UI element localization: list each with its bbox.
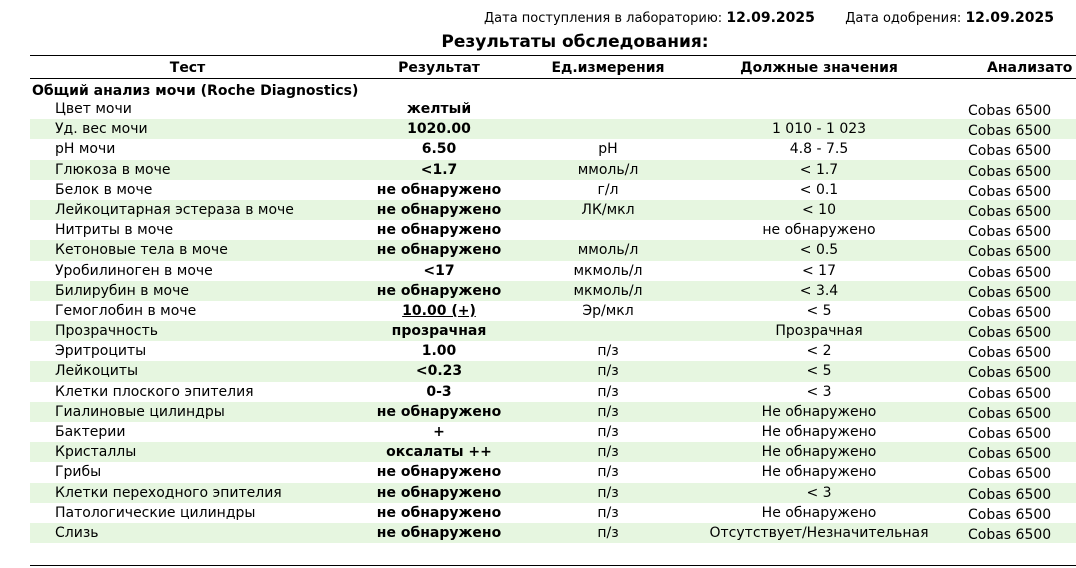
test-name-cell: Грибы <box>55 464 102 481</box>
table-header-rule <box>30 78 1076 79</box>
column-header-unit: Ед.измерения <box>551 60 665 76</box>
result-cell: 10.00 (+) <box>402 302 476 319</box>
result-cell: 1020.00 <box>407 121 471 138</box>
unit-cell: п/з <box>597 343 619 360</box>
unit-cell: п/з <box>597 464 619 481</box>
result-cell: не обнаружено <box>376 524 502 541</box>
reference-cell: Отсутствует/Незначительная <box>709 524 929 541</box>
unit-cell: п/з <box>597 363 619 380</box>
column-header-reference: Должные значения <box>740 60 898 76</box>
analyzer-cell: Cobas 6500 <box>968 506 1052 523</box>
test-name-cell: Гиалиновые цилиндры <box>55 403 225 420</box>
table-row <box>30 240 1076 260</box>
reference-cell: < 3.4 <box>799 282 839 299</box>
result-cell: не обнаружено <box>376 403 502 420</box>
result-cell: не обнаружено <box>376 222 502 239</box>
analyzer-cell: Cobas 6500 <box>968 526 1052 543</box>
test-name-cell: Лейкоциты <box>55 363 139 380</box>
test-name-cell: Кетоновые тела в моче <box>55 242 228 259</box>
result-cell: <1.7 <box>420 161 458 178</box>
report-dates <box>484 9 1054 28</box>
reference-cell: Не обнаружено <box>761 444 877 461</box>
test-name-cell: Слизь <box>55 524 99 541</box>
analyzer-cell: Cobas 6500 <box>968 446 1052 463</box>
analyzer-cell: Cobas 6500 <box>968 123 1052 140</box>
unit-cell: ЛК/мкл <box>581 201 635 218</box>
analyzer-cell: Cobas 6500 <box>968 103 1052 119</box>
table-row <box>30 382 1076 402</box>
unit-cell: п/з <box>597 524 619 541</box>
test-name-cell: Клетки переходного эпителия <box>55 484 282 501</box>
reference-cell: < 3 <box>806 484 832 501</box>
unit-cell: pH <box>598 141 618 158</box>
analyzer-cell: Cobas 6500 <box>968 183 1052 200</box>
analyzer-cell: Cobas 6500 <box>968 224 1052 241</box>
column-header-test: Тест <box>169 60 206 76</box>
result-cell: + <box>433 424 445 440</box>
test-name-cell: Нитриты в моче <box>55 222 174 239</box>
table-row <box>30 503 1076 523</box>
approved-date-label: Дата одобрения: <box>845 11 962 26</box>
result-cell: прозрачная <box>391 323 487 340</box>
analyzer-cell: Cobas 6500 <box>968 304 1052 321</box>
analyzer-cell: Cobas 6500 <box>968 325 1052 342</box>
analyzer-cell: Cobas 6500 <box>968 426 1052 442</box>
unit-cell: Эр/мкл <box>582 302 634 319</box>
table-row <box>30 180 1076 200</box>
analyzer-cell: Cobas 6500 <box>968 284 1052 301</box>
unit-cell: г/л <box>597 181 619 198</box>
unit-cell: п/з <box>597 424 619 440</box>
table-row <box>30 200 1076 220</box>
test-name-cell: Кристаллы <box>55 444 137 461</box>
result-cell: не обнаружено <box>376 484 502 501</box>
table-row <box>30 220 1076 240</box>
reference-cell: Прозрачная <box>775 323 863 340</box>
reference-cell: < 0.5 <box>799 242 839 259</box>
reference-cell: < 5 <box>806 363 832 380</box>
analyzer-cell: Cobas 6500 <box>968 486 1052 503</box>
analyzer-cell: Cobas 6500 <box>968 163 1052 180</box>
test-name-cell: Прозрачность <box>55 323 158 340</box>
reference-cell: < 1.7 <box>799 161 839 178</box>
table-row <box>30 321 1076 341</box>
received-date-label: Дата поступления в лабораторию: <box>484 11 723 26</box>
result-cell: не обнаружено <box>376 504 502 521</box>
table-row <box>30 523 1076 543</box>
result-cell: <0.23 <box>415 363 463 380</box>
table-row <box>30 422 1076 442</box>
test-name-cell: Эритроциты <box>55 343 147 360</box>
table-row <box>30 139 1076 159</box>
result-cell: не обнаружено <box>376 242 502 259</box>
unit-cell: п/з <box>597 504 619 521</box>
test-name-cell: Гемоглобин в моче <box>55 302 197 319</box>
result-cell: 0-3 <box>426 383 452 400</box>
table-bottom-rule <box>30 565 1076 566</box>
unit-cell: п/з <box>597 383 619 400</box>
test-name-cell: pH мочи <box>55 141 116 158</box>
analyzer-cell: Cobas 6500 <box>968 203 1052 220</box>
column-header-analyzer: Анализато <box>987 60 1073 76</box>
unit-cell: п/з <box>597 403 619 420</box>
reference-cell: < 5 <box>806 302 832 319</box>
table-row <box>30 341 1076 361</box>
reference-cell: < 2 <box>806 343 832 360</box>
reference-cell: < 0.1 <box>799 181 839 198</box>
group-title: Общий анализ мочи (Roche Diagnostics) <box>32 83 359 99</box>
test-name-cell: Патологические цилиндры <box>55 504 256 521</box>
test-name-cell: Цвет мочи <box>55 101 132 117</box>
test-name-cell: Уробилиноген в моче <box>55 262 213 279</box>
analyzer-cell: Cobas 6500 <box>968 466 1052 483</box>
test-name-cell: Лейкоцитарная эстераза в моче <box>55 201 294 218</box>
unit-cell: п/з <box>597 444 619 461</box>
results-table <box>30 99 1076 543</box>
table-row <box>30 361 1076 381</box>
analyzer-cell: Cobas 6500 <box>968 385 1052 402</box>
analyzer-cell: Cobas 6500 <box>968 143 1052 160</box>
reference-cell: < 17 <box>802 262 836 279</box>
table-row <box>30 402 1076 422</box>
reference-cell: < 3 <box>806 383 832 400</box>
reference-cell: Не обнаружено <box>761 504 877 521</box>
table-row <box>30 119 1076 139</box>
analyzer-cell: Cobas 6500 <box>968 405 1052 422</box>
unit-cell: мкмоль/л <box>573 282 643 299</box>
unit-cell: ммоль/л <box>577 161 639 178</box>
result-cell: не обнаружено <box>376 464 502 481</box>
result-cell: 1.00 <box>421 343 457 360</box>
analyzer-cell: Cobas 6500 <box>968 345 1052 362</box>
unit-cell: мкмоль/л <box>573 262 643 279</box>
reference-cell: < 10 <box>802 201 836 218</box>
table-row <box>30 281 1076 301</box>
result-cell: оксалаты ++ <box>386 444 492 461</box>
test-name-cell: Бактерии <box>55 424 126 440</box>
analyzer-cell: Cobas 6500 <box>968 365 1052 382</box>
result-cell: <17 <box>423 262 455 279</box>
test-name-cell: Уд. вес мочи <box>55 121 148 138</box>
unit-cell: п/з <box>597 484 619 501</box>
table-row <box>30 301 1076 321</box>
test-name-cell: Билирубин в моче <box>55 282 189 299</box>
unit-cell: ммоль/л <box>577 242 639 259</box>
table-top-rule <box>30 55 1076 56</box>
result-cell: желтый <box>406 101 472 117</box>
table-row <box>30 442 1076 462</box>
column-header-result: Результат <box>398 60 480 76</box>
analyzer-cell: Cobas 6500 <box>968 264 1052 281</box>
table-row <box>30 160 1076 180</box>
table-row <box>30 462 1076 482</box>
test-name-cell: Белок в моче <box>55 181 153 198</box>
reference-cell: Не обнаружено <box>761 464 877 481</box>
received-date: 12.09.2025 <box>726 10 815 26</box>
test-name-cell: Клетки плоского эпителия <box>55 383 254 400</box>
result-cell: не обнаружено <box>376 201 502 218</box>
reference-cell: Не обнаружено <box>761 424 877 440</box>
table-row <box>30 261 1076 281</box>
approved-date: 12.09.2025 <box>965 10 1055 26</box>
table-row <box>30 99 1076 119</box>
result-cell: не обнаружено <box>376 181 502 198</box>
result-cell: не обнаружено <box>376 282 502 299</box>
reference-cell: не обнаружено <box>762 222 876 239</box>
analyzer-cell: Cobas 6500 <box>968 244 1052 261</box>
table-row <box>30 483 1076 503</box>
reference-cell: Не обнаружено <box>761 403 877 420</box>
table-header <box>0 58 1076 78</box>
result-cell: 6.50 <box>421 141 457 158</box>
test-name-cell: Глюкоза в моче <box>55 161 171 178</box>
reference-cell: 4.8 - 7.5 <box>789 141 849 158</box>
reference-cell: 1 010 - 1 023 <box>771 121 867 138</box>
report-title: Результаты обследования: <box>441 32 709 52</box>
